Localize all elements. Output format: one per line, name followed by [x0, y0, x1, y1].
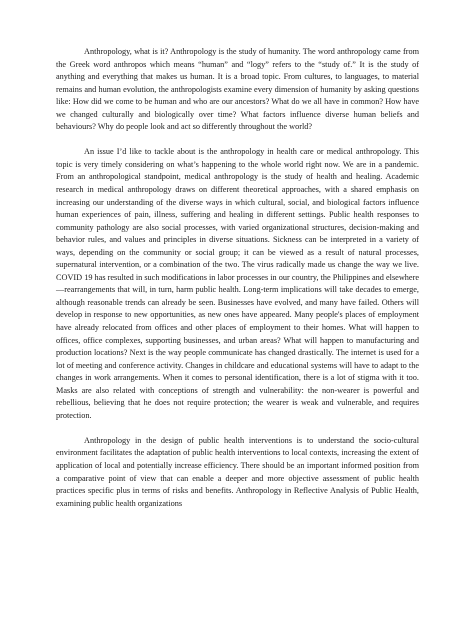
- paragraph-medical-anthropology: An issue I’d like to tackle about is the anthropology in health care or medical anthropology. This topic is very timely considering on what’s happening to the whole world right now. We are in a pandemic. From an anthropological standpoint, medical anthropology is the study of health and healing. Academic research in medical anthropology draws on different theoretical approaches, with a shared emphasis on increasing our understanding of the diverse ways in which cultural, social, and biological factors influence human experiences of pain, illness, suffering and healing in different settings. Public health responses to community pathology are also social processes, with varied organizational structures, decision-making and behavior rules, and values and principles in diverse situations. Sickness can be interpreted in a variety of ways, depending on the community or social group; it can be viewed as a result of natural processes, supernatural intervention, or a combination of the two. The virus radically made us change the way we live. COVID 19 has resulted in such modifications in labor processes in our country, the Philippines and elsewhere—rearrangements that will, in turn, harm public health. Long-term implications will take decades to emerge, although reasonable trends can already be seen. Businesses have evolved, and many have failed. Others will develop in response to new opportunities, as new ones have appeared. Many people's places of employment have already relocated from offices and other places of employment to their homes. What will happen to offices, office complexes, supporting businesses, and urban areas? What will happen to manufacturing and production locations? Next is the way people communicate has changed drastically. The internet is used for a lot of meeting and conference activity. Changes in childcare and educational systems will have to adapt to the changes in work arrangements. When it comes to personal identification, there is a lot of stigma with it too. Masks are also related with conceptions of strength and vulnerability: the non-wearer is powerful and rebellious, believing that he does not require protection; the wearer is weak and vulnerable, and requires protection.: [56, 147, 419, 420]
- paragraph-public-health-interventions: Anthropology in the design of public health interventions is to understand the socio-cultural environment facilitates the adaptation of public health interventions to local contexts, increasing the extent of application of local and potentially increase efficiency. There should be an important informed position from a comparative point of view that can enable a deeper and more objective assessment of public health practices specific plus in terms of risks and benefits. Anthropology in Reflective Analysis of Public Health, examining public health organizations: [56, 435, 419, 508]
- paragraph-anthropology-intro: Anthropology, what is it? Anthropology is the study of humanity. The word anthropology came from the Greek word anthropos which means “human” and “logy” refers to the “study of.” It is the study of anything and everything that makes us human. It is a broad topic. From cultures, to languages, to material remains and human evolution, the anthropologists examine every dimension of humanity by asking questions like: How did we come to be human and who are our ancestors? What do we all have in common? How have we changed culturally and biologically over time? What factors influence diverse human beliefs and behaviours? Why do people look and act so differently throughout the world?: [56, 47, 419, 132]
